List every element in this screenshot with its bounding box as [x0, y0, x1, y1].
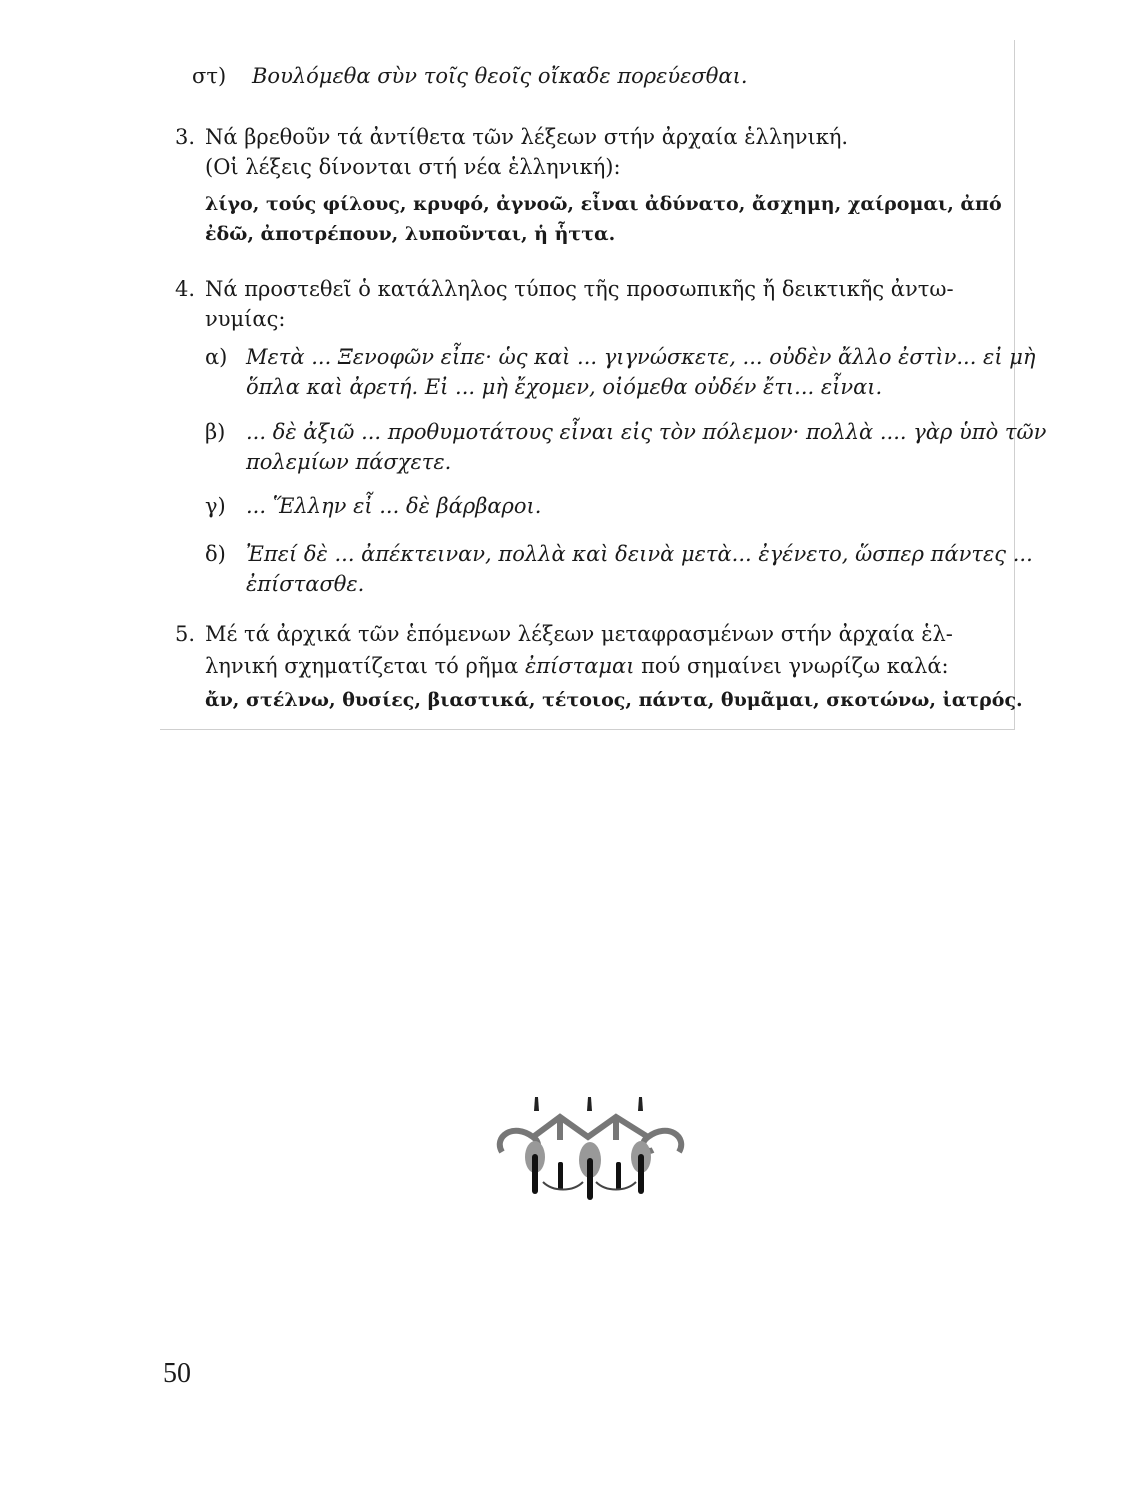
exercise-3-words-1: λίγο, τούς φίλους, κρυφό, ἀγνοῶ, εἶναι ἀδύνατο, ἄσχημη, χαίρομαι, ἀπό	[205, 193, 1002, 215]
exercise-4-item-line: ... δὲ ἀξιῶ ... προθυμοτάτους εἶναι εἰς τὸν πόλεμον· πολλὰ .... γὰρ ὑπὸ τῶν	[246, 420, 1047, 444]
exercise-4-item-line: πολεμίων πάσχετε.	[246, 450, 452, 474]
exercise-4-item-label: γ)	[205, 494, 226, 518]
exercise-5-words: ἄν, στέλνω, θυσίες, βιαστικά, τέτοιος, πάντα, θυμᾶμαι, σκοτώνω, ἰατρός.	[205, 689, 1023, 711]
exercise-4-instruction-cont: νυμίας:	[205, 307, 286, 331]
exercise-5-instruction: Μέ τά ἀρχικά τῶν ἑπόμενων λέξεων μεταφρασμένων στήν ἀρχαία ἑλ-	[205, 622, 953, 646]
exercise-3-words-2: ἐδῶ, ἀποτρέπουν, λυποῦνται, ἡ ἧττα.	[205, 223, 616, 245]
exercise-4-item-line: ὅπλα καὶ ἀρετή. Εἰ ... μὴ ἔχομεν, οἰόμεθα οὐδέν ἔτι... εἶναι.	[246, 375, 883, 399]
exercise-4-number: 4.	[175, 277, 196, 301]
exercise-4-item-line: Μετὰ ... Ξενοφῶν εἶπε· ὡς καὶ ... γιγνώσκετε, ... οὐδὲν ἄλλο ἐστὶν... εἰ μὴ	[246, 345, 1036, 369]
exercise-4-item-label: δ)	[205, 542, 226, 566]
decorative-ornament-icon	[488, 1092, 693, 1207]
exercise-3-note: (Οἱ λέξεις δίνονται στή νέα ἑλληνική):	[205, 155, 621, 179]
exercise-4-item-label: α)	[205, 345, 228, 369]
item-st-text: Βουλόμεθα σὺν τοῖς θεοῖς οἴκαδε πορεύεσθαι.	[252, 64, 748, 88]
item-st-label: στ)	[192, 64, 227, 88]
verb-episamai: ἐπίσταμαι	[524, 654, 635, 678]
exercise-4-instruction: Νά προστεθεῖ ὁ κατάλληλος τύπος τῆς προσωπικῆς ἤ δεικτικῆς ἀντω-	[205, 277, 954, 301]
exercise-4-item-line: Ἐπεί δὲ ... ἀπέκτειναν, πολλὰ καὶ δεινὰ μετὰ... ἐγένετο, ὥσπερ πάντες ...	[246, 542, 1033, 566]
exercise-4-item-line: ἐπίστασθε.	[246, 572, 365, 596]
exercise-4-item-label: β)	[205, 420, 226, 444]
exercise-5-instruction-cont: ληνική σχηματίζεται τό ρῆμα ἐπίσταμαι πού σημαίνει γνωρίζω καλά:	[205, 654, 949, 678]
page-number: 50	[163, 1358, 191, 1389]
exercise-3-instruction: Νά βρεθοῦν τά ἀντίθετα τῶν λέξεων στήν ἀρχαία ἑλληνική.	[205, 125, 849, 149]
exercise-4-item-line: ... Ἕλλην εἶ ... δὲ βάρβαροι.	[246, 494, 542, 518]
exercise-3-number: 3.	[175, 125, 196, 149]
exercise-5-number: 5.	[175, 622, 196, 646]
